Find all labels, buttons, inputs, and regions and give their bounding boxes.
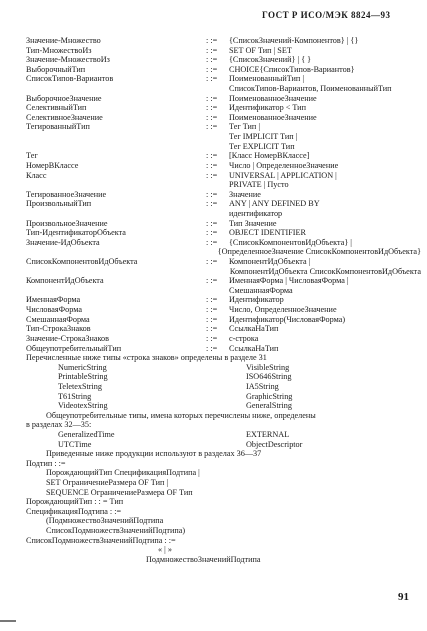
assign-operator: : := <box>206 257 218 267</box>
production-name: ПроизвольныйТип <box>26 199 92 209</box>
production-body: СсылкаНаТип <box>229 343 279 353</box>
assign-operator: : := <box>206 228 218 238</box>
production-body: ПоименованноеЗначение <box>229 93 317 103</box>
grammar-line <box>26 305 421 315</box>
grammar-line <box>26 276 421 286</box>
grammar-line <box>26 353 421 363</box>
production-body: [Класс НомерВКлассе] <box>229 151 310 161</box>
production-body: Идентификатор <box>229 295 284 305</box>
type-name: VisibleString <box>246 362 290 372</box>
production-name: ТегированноеЗначение <box>26 189 107 199</box>
text-line: СписокПодмножествЗначенийПодтипа : := <box>26 535 176 545</box>
grammar-line <box>26 468 421 478</box>
grammar-line <box>26 228 421 238</box>
production-name: Значение-Множество <box>26 36 101 45</box>
grammar-line <box>26 171 421 181</box>
assign-operator: : := <box>206 55 218 65</box>
production-body: СмешаннаяФорма <box>229 285 293 295</box>
production-name: СелективныйТип <box>26 103 87 113</box>
production-name: ОбщеупотребительныйТип <box>26 343 122 353</box>
grammar-line <box>26 478 421 488</box>
page-header: ГОСТ Р ИСО/МЭК 8824—93 <box>262 10 391 20</box>
production-body: Тег EXPLICIT Тип <box>229 141 295 151</box>
production-name: ВыборочноеЗначение <box>26 93 102 103</box>
scan-mark <box>0 620 16 622</box>
grammar-line <box>26 555 421 565</box>
grammar-line <box>26 199 421 209</box>
production-body: СсылкаНаТип <box>229 324 279 334</box>
grammar-line <box>26 324 421 334</box>
assign-operator: : := <box>206 333 218 343</box>
text-line: ПодмножествоЗначенийПодтипа <box>146 554 261 564</box>
grammar-line <box>26 392 421 402</box>
production-body: Значение <box>229 189 261 199</box>
production-name: Значение-МножествоИз <box>26 55 110 65</box>
grammar-line <box>26 46 421 56</box>
grammar-line <box>26 420 421 430</box>
grammar-line <box>26 507 421 517</box>
production-name: Тип-СтрокаЗнаков <box>26 324 91 334</box>
grammar-line <box>26 142 421 152</box>
grammar-line <box>26 536 421 546</box>
production-body: {СписокЗначений} | { } <box>229 55 312 65</box>
grammar-line <box>26 449 421 459</box>
production-body: КомпонентИдОбъекта | <box>229 257 311 267</box>
grammar-line <box>26 238 421 248</box>
grammar-line <box>26 122 421 132</box>
grammar-line <box>26 209 421 219</box>
assign-operator: : := <box>206 160 218 170</box>
production-body: Число | ОпределенноеЗначение <box>229 160 339 170</box>
production-body: {СписокЗначений-Компонентов} | {} <box>229 36 359 45</box>
production-name: КомпонентИдОбъекта <box>26 276 104 286</box>
grammar-line <box>26 295 421 305</box>
production-body: CHOICE{СписокТипов-Вариантов} <box>229 64 355 74</box>
grammar-line <box>26 36 421 46</box>
grammar-line <box>26 372 421 382</box>
production-body: Тип Значение <box>229 218 277 228</box>
production-name: Тип-МножествоИз <box>26 45 92 55</box>
assign-operator: : := <box>206 45 218 55</box>
grammar-line <box>26 257 421 267</box>
production-body: Число, ОпределенноеЗначение <box>229 305 337 315</box>
type-name: GeneralizedTime <box>58 429 115 439</box>
grammar-line <box>26 411 421 421</box>
production-body: идентификатор <box>229 208 283 218</box>
grammar-line <box>26 267 421 277</box>
page-number: 91 <box>398 591 409 603</box>
grammar-line <box>26 113 421 123</box>
assign-operator: : := <box>206 36 218 45</box>
production-name: СписокТипов-Вариантов <box>26 74 114 84</box>
production-body: ANY | ANY DEFINED BY <box>229 199 320 209</box>
production-body: PRIVATE | Пусто <box>229 180 289 190</box>
production-body: СписокТипов-Вариантов, ПоименованныйТип <box>229 84 392 94</box>
text-line: Подтип : := <box>26 458 66 468</box>
text-line: Общеупотребительные типы, имена которых перечислены ниже, определены <box>46 410 316 420</box>
grammar-line <box>26 516 421 526</box>
text-line: (ПодмножествоЗначенийПодтипа <box>46 516 164 526</box>
grammar-line <box>26 65 421 75</box>
type-name: GeneralString <box>246 401 292 411</box>
type-name: VideotexString <box>58 401 108 411</box>
production-body: ПоименованныйТип | <box>229 74 304 84</box>
assign-operator: : := <box>206 295 218 305</box>
text-line: Приведенные ниже продукции используют в разделах 36—37 <box>46 449 262 459</box>
production-body: OBJECT IDENTIFIER <box>229 228 306 238</box>
production-body: ИменнаяФорма | ЧисловаяФорма | <box>229 276 349 286</box>
production-name: ИменнаяФорма <box>26 295 81 305</box>
type-name: IA5String <box>246 381 279 391</box>
assign-operator: : := <box>206 314 218 324</box>
assign-operator: : := <box>206 218 218 228</box>
production-body: Тег IMPLICIT Тип | <box>229 132 298 142</box>
grammar-line <box>26 286 421 296</box>
production-body: Идентификатор(ЧисловаяФорма) <box>229 314 346 324</box>
grammar-line <box>26 497 421 507</box>
production-body: Тег Тип | <box>229 122 260 132</box>
grammar-line <box>26 94 421 104</box>
production-name: Значение-ИдОбъекта <box>26 237 100 247</box>
assign-operator: : := <box>206 343 218 353</box>
assign-operator: : := <box>206 276 218 286</box>
assign-operator: : := <box>206 189 218 199</box>
production-body: {ОпределенноеЗначение СписокКомпонентовИдОбъекта} <box>217 247 421 257</box>
grammar-line <box>26 488 421 498</box>
assign-operator: : := <box>206 305 218 315</box>
text-line: СпецификацияПодтипа : := <box>26 506 122 516</box>
production-name: СмешаннаяФорма <box>26 314 90 324</box>
assign-operator: : := <box>206 151 218 161</box>
grammar-line <box>26 545 421 555</box>
grammar-line <box>26 459 421 469</box>
production-name: Значение-СтрокаЗнаков <box>26 333 110 343</box>
grammar-line <box>26 219 421 229</box>
type-name: ISO646String <box>246 372 292 382</box>
grammar-line <box>26 161 421 171</box>
assign-operator: : := <box>206 112 218 122</box>
grammar-line <box>26 151 421 161</box>
assign-operator: : := <box>206 199 218 209</box>
production-name: ТегированныйТип <box>26 122 90 132</box>
grammar-line <box>26 344 421 354</box>
assign-operator: : := <box>206 64 218 74</box>
grammar-line <box>26 401 421 411</box>
production-body: Идентификатор < Тип <box>229 103 306 113</box>
grammar-line <box>26 247 421 257</box>
assign-operator: : := <box>206 170 218 180</box>
production-name: СелективноеЗначение <box>26 112 103 122</box>
grammar-line <box>26 132 421 142</box>
production-name: НомерВКлассе <box>26 160 79 170</box>
text-line: Перечисленные ниже типы «строка знаков» определены в разделе 31 <box>26 353 267 363</box>
production-body: UNIVERSAL | APPLICATION | <box>229 170 337 180</box>
grammar-line <box>26 315 421 325</box>
assign-operator: : := <box>206 324 218 334</box>
grammar-line <box>26 363 421 373</box>
type-name: ObjectDescriptor <box>246 439 303 449</box>
text-line: « | » <box>158 545 172 555</box>
text-line: СписокПодмножествЗначенийПодтипа) <box>46 526 186 536</box>
grammar-line <box>26 526 421 536</box>
grammar-line <box>26 103 421 113</box>
production-name: Тег <box>26 151 38 161</box>
type-name: EXTERNAL <box>246 429 290 439</box>
grammar-line <box>26 55 421 65</box>
type-name: T61String <box>58 391 92 401</box>
type-name: PrintableString <box>58 372 108 382</box>
grammar-line <box>26 334 421 344</box>
grammar-line <box>26 440 421 450</box>
production-name: СписокКомпонентовИдОбъекта <box>26 257 138 267</box>
type-name: GraphicString <box>246 391 293 401</box>
type-name: TeletexString <box>58 381 102 391</box>
text-line: в разделах 32—35: <box>26 420 92 430</box>
production-name: ВыборочныйТип <box>26 64 86 74</box>
production-body: {СписокКомпонентовИдОбъекта} | <box>229 237 352 247</box>
grammar-line <box>26 180 421 190</box>
assign-operator: : := <box>206 74 218 84</box>
assign-operator: : := <box>206 93 218 103</box>
grammar-line <box>26 74 421 84</box>
production-name: ПроизвольноеЗначение <box>26 218 108 228</box>
grammar-line <box>26 84 421 94</box>
production-body: SET OF Тип | SET <box>229 45 292 55</box>
text-line: ПорождающийТип : : = Тип <box>26 497 124 507</box>
assign-operator: : := <box>206 122 218 132</box>
production-name: Класс <box>26 170 47 180</box>
grammar-line <box>26 430 421 440</box>
text-line: ПорождающийТип СпецификацияПодтипа | <box>46 468 200 478</box>
production-body: ПоименованноеЗначение <box>229 112 317 122</box>
grammar-line <box>26 190 421 200</box>
text-line: SEQUENCE ОграничениеРазмера OF Тип <box>46 487 193 497</box>
assign-operator: : := <box>206 103 218 113</box>
type-name: NumericString <box>58 362 107 372</box>
text-line: SET ОграничениеРазмера OF Тип | <box>46 478 169 488</box>
type-name: UTCTime <box>58 439 92 449</box>
grammar-line <box>26 382 421 392</box>
production-body: КомпонентИдОбъекта СписокКомпонентовИдОбъекта <box>229 266 421 276</box>
production-name: Тип-ИдентификаторОбъекта <box>26 228 126 238</box>
production-body: c-строка <box>229 333 259 343</box>
production-name: ЧисловаяФорма <box>26 305 82 315</box>
assign-operator: : := <box>206 237 218 247</box>
grammar-body <box>26 36 421 565</box>
